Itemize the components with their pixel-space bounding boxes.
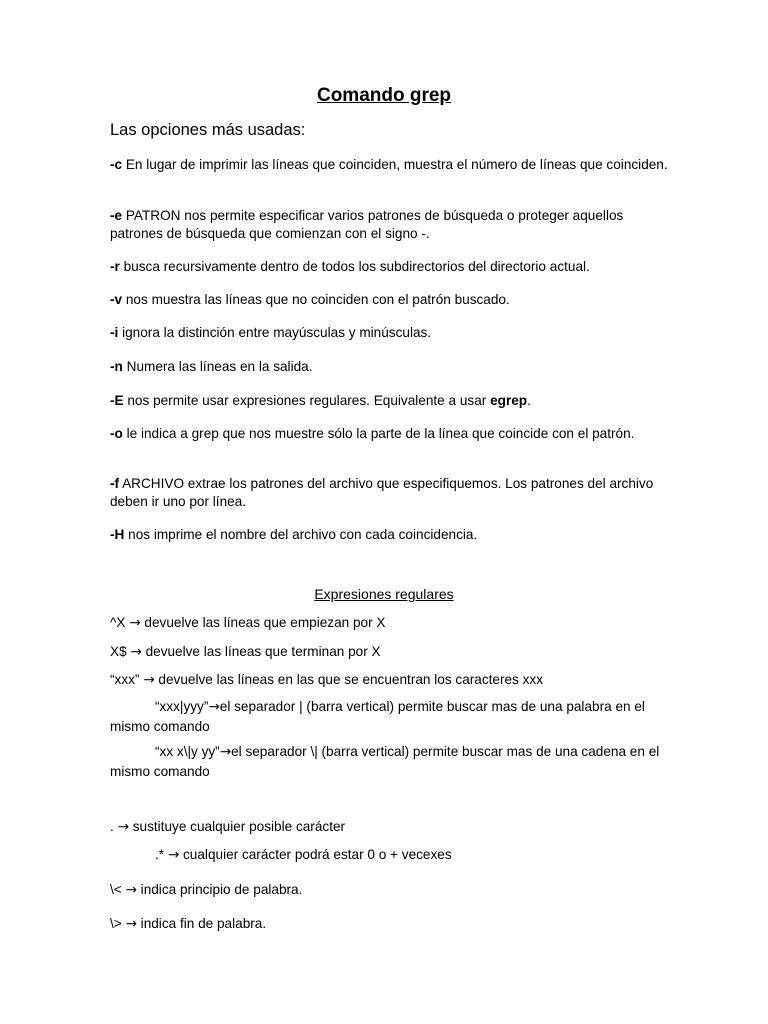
option-c — [110, 156, 670, 174]
regex-expr: \> — [110, 916, 126, 931]
option-E — [110, 392, 670, 410]
option-text: busca recursivamente dentro de todos los subdirectorios del directorio actual. — [119, 259, 590, 274]
page-title: Comando grep — [316, 85, 452, 106]
regex-line — [110, 817, 670, 837]
option-e — [110, 207, 670, 243]
regex-line — [110, 742, 670, 781]
regex-expr: “xxx|yyy” — [155, 699, 209, 714]
regex-line — [110, 845, 670, 865]
arrow-icon: → — [130, 644, 142, 660]
option-text: nos muestra las líneas que no coinciden con el patrón buscado. — [122, 292, 510, 307]
option-text: PATRON nos permite especificar varios patrones de búsqueda o proteger aquellos patrones de búsqueda que comienzan con el signo -. — [110, 208, 624, 241]
regex-desc: devuelve las líneas que empiezan por X — [140, 615, 386, 630]
option-flag: -i — [110, 325, 119, 340]
option-text: ARCHIVO extrae los patrones del archivo que especifiquemos. Los patrones del archivo deben ir uno por línea. — [110, 476, 654, 509]
option-flag: -n — [110, 359, 123, 374]
regex-desc: devuelve las líneas que terminan por X — [141, 644, 381, 659]
option-v — [110, 291, 670, 309]
arrow-icon: → — [143, 672, 155, 688]
arrow-icon: → — [125, 882, 137, 898]
regex-expr: “xxx” — [110, 672, 144, 687]
section-title: Expresiones regulares — [314, 586, 454, 602]
option-text: nos permite usar expresiones regulares. Equivalente a usar — [123, 393, 491, 408]
arrow-icon: → — [208, 699, 220, 715]
option-text: ignora la distinción entre mayúsculas y minúsculas. — [118, 325, 432, 340]
regex-desc: indica fin de palabra. — [136, 916, 267, 931]
option-f — [110, 475, 670, 511]
option-text: nos imprime el nombre del archivo con cada coincidencia. — [124, 527, 478, 542]
option-text: Numera las líneas en la salida. — [122, 359, 313, 374]
arrow-icon: → — [129, 615, 141, 631]
option-flag: -r — [110, 259, 120, 274]
regex-line — [110, 697, 670, 736]
option-flag: -H — [110, 527, 125, 542]
option-emphasis: egrep — [490, 393, 528, 408]
option-text: En lugar de imprimir las líneas que coinciden, muestra el número de líneas que coinciden. — [122, 157, 668, 172]
option-H — [110, 526, 670, 544]
option-text: le indica a grep que nos muestre sólo la parte de la línea que coincide con el patrón. — [122, 426, 635, 441]
regex-expr: . — [110, 819, 118, 834]
regex-expr: “xx x\|y yy” — [155, 744, 220, 759]
regex-desc: el separador | (barra vertical) permite buscar mas de una palabra en el mismo comando — [110, 699, 645, 734]
regex-desc: indica principio de palabra. — [136, 882, 303, 897]
arrow-icon: → — [219, 744, 232, 760]
arrow-icon: → — [125, 916, 137, 932]
regex-line — [110, 670, 670, 690]
regex-line — [110, 880, 670, 900]
regex-expr: X$ — [110, 644, 131, 659]
option-i — [110, 324, 670, 342]
option-flag: -f — [110, 476, 120, 491]
regex-line — [110, 914, 670, 934]
option-flag: -o — [110, 426, 123, 441]
option-flag: -E — [110, 393, 124, 408]
option-o — [110, 425, 670, 443]
option-flag: -e — [110, 208, 123, 223]
regex-desc: el separador \| (barra vertical) permite buscar mas de una cadena en el mismo comando — [110, 744, 660, 779]
arrow-icon: → — [167, 847, 180, 863]
regex-line — [110, 642, 670, 662]
regex-expr: \< — [110, 882, 126, 897]
option-flag: -v — [110, 292, 123, 307]
regex-desc: devuelve las líneas en las que se encuentran los caracteres xxx — [154, 672, 544, 687]
regex-desc: cualquier carácter podrá estar 0 o + vecexes — [179, 847, 452, 862]
option-n — [110, 358, 670, 376]
regex-expr: ^X — [110, 615, 130, 630]
options-subtitle: Las opciones más usadas: — [110, 121, 306, 139]
option-tail: . — [527, 393, 531, 408]
regex-line — [110, 613, 670, 633]
regex-expr: .* — [155, 847, 168, 862]
option-r — [110, 258, 670, 276]
option-flag: -c — [110, 157, 123, 172]
regex-desc: sustituye cualquier posible carácter — [128, 819, 346, 834]
arrow-icon: → — [117, 819, 129, 835]
